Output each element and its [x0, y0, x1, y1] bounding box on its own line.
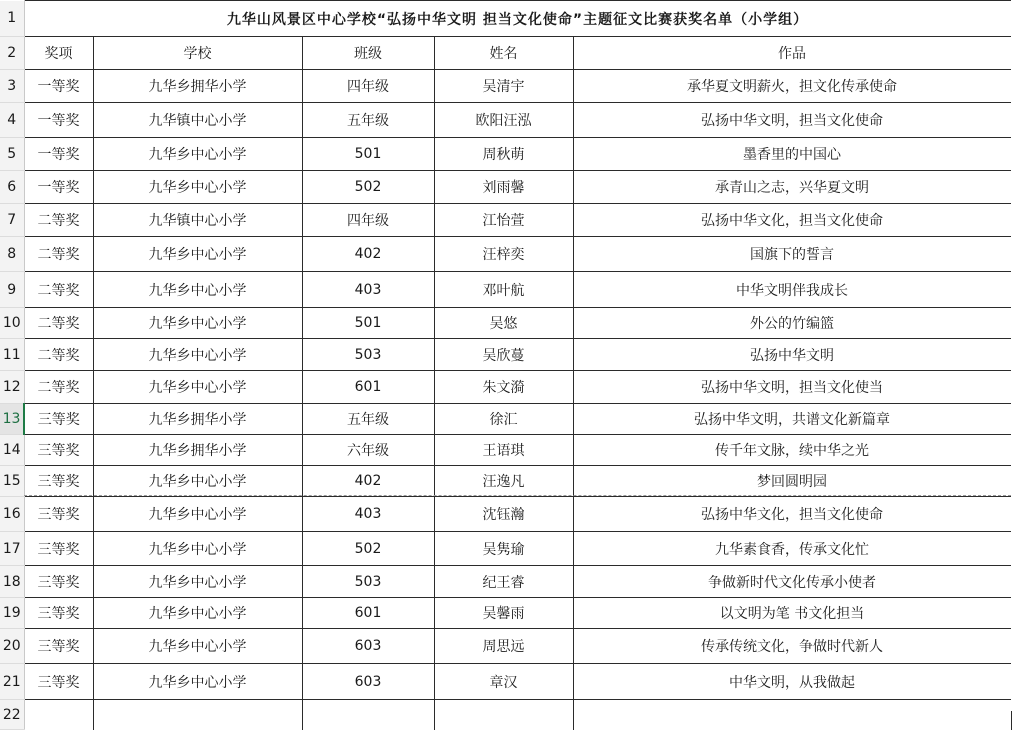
cell-grade[interactable]: 501	[302, 138, 434, 171]
cell-name[interactable]: 吴清宇	[434, 70, 573, 103]
table-row	[0, 371, 1011, 404]
table-row	[0, 629, 1011, 664]
cell-award[interactable]: 三等奖	[24, 466, 93, 497]
cell-award[interactable]: 三等奖	[24, 598, 93, 629]
table-row	[0, 237, 1011, 272]
cell-school[interactable]: 九华乡中心小学	[93, 272, 302, 308]
cell-work[interactable]: 国旗下的誓言	[573, 237, 1011, 272]
cell-school[interactable]: 九华乡中心小学	[93, 532, 302, 566]
empty-cell[interactable]	[434, 700, 573, 730]
row-header[interactable]: 11	[0, 339, 24, 371]
cell-work[interactable]: 外公的竹编篮	[573, 308, 1011, 339]
cell-name[interactable]: 纪王睿	[434, 566, 573, 598]
cell-school[interactable]: 九华乡中心小学	[93, 566, 302, 598]
cell-name[interactable]: 徐汇	[434, 404, 573, 435]
cell-award[interactable]: 三等奖	[24, 404, 93, 435]
cell-grade[interactable]: 六年级	[302, 435, 434, 466]
cell-grade[interactable]: 402	[302, 237, 434, 272]
cell-name[interactable]: 吴隽瑜	[434, 532, 573, 566]
cell-name[interactable]: 汪梓奕	[434, 237, 573, 272]
table-row-empty	[0, 700, 1011, 730]
row-header[interactable]: 5	[0, 138, 24, 171]
cell-name[interactable]: 朱文漪	[434, 371, 573, 404]
cell-name[interactable]: 吴悠	[434, 308, 573, 339]
page-break-line	[24, 495, 1011, 496]
cell-award[interactable]: 二等奖	[24, 272, 93, 308]
header-work[interactable]: 作品	[573, 37, 1011, 70]
row-header[interactable]: 6	[0, 171, 24, 204]
cell-grade[interactable]: 四年级	[302, 70, 434, 103]
table-row	[0, 466, 1011, 497]
cell-name[interactable]: 王语琪	[434, 435, 573, 466]
table-row	[0, 566, 1011, 598]
cell-name[interactable]: 邓叶航	[434, 272, 573, 308]
row-header[interactable]: 2	[0, 37, 24, 70]
cell-grade[interactable]: 五年级	[302, 404, 434, 435]
cell-school[interactable]: 九华乡中心小学	[93, 237, 302, 272]
empty-cell[interactable]	[302, 700, 434, 730]
cell-award[interactable]: 二等奖	[24, 204, 93, 237]
cell-work[interactable]: 弘扬中华文化，担当文化使命	[573, 204, 1011, 237]
header-school[interactable]: 学校	[93, 37, 302, 70]
cell-award[interactable]: 一等奖	[24, 103, 93, 138]
row-header[interactable]: 14	[0, 435, 24, 466]
cell-name[interactable]: 吴欣蔓	[434, 339, 573, 371]
cell-grade[interactable]: 601	[302, 598, 434, 629]
row-header[interactable]: 20	[0, 629, 24, 664]
cell-school[interactable]: 九华乡中心小学	[93, 371, 302, 404]
cell-grade[interactable]: 四年级	[302, 204, 434, 237]
row-header[interactable]: 22	[0, 700, 24, 730]
cell-school[interactable]: 九华乡中心小学	[93, 171, 302, 204]
cell-grade[interactable]: 503	[302, 339, 434, 371]
row-header[interactable]: 3	[0, 70, 24, 103]
right-gutter	[1011, 0, 1018, 711]
header-name[interactable]: 姓名	[434, 37, 573, 70]
cell-work[interactable]: 弘扬中华文明，共谱文化新篇章	[573, 404, 1011, 435]
cell-work[interactable]: 弘扬中华文明	[573, 339, 1011, 371]
cell-school[interactable]: 九华乡中心小学	[93, 308, 302, 339]
row-header[interactable]: 16	[0, 497, 24, 532]
table-row	[0, 664, 1011, 700]
cell-work[interactable]: 弘扬中华文明，担当文化使命	[573, 103, 1011, 138]
row-header[interactable]: 7	[0, 204, 24, 237]
cell-grade[interactable]: 501	[302, 308, 434, 339]
cell-work[interactable]: 中华文明，从我做起	[573, 664, 1011, 700]
cell-school[interactable]: 九华乡拥华小学	[93, 70, 302, 103]
cell-grade[interactable]: 603	[302, 629, 434, 664]
cell-grade[interactable]: 402	[302, 466, 434, 497]
cell-name[interactable]: 汪逸凡	[434, 466, 573, 497]
row-header[interactable]: 18	[0, 566, 24, 598]
row-header[interactable]: 15	[0, 466, 24, 497]
cell-work[interactable]: 弘扬中华文明，担当文化使当	[573, 371, 1011, 404]
cell-award[interactable]: 三等奖	[24, 435, 93, 466]
cell-name[interactable]: 沈钰瀚	[434, 497, 573, 532]
table-row	[0, 497, 1011, 532]
table-row	[0, 138, 1011, 171]
cell-school[interactable]: 九华乡中心小学	[93, 664, 302, 700]
header-award[interactable]: 奖项	[24, 37, 93, 70]
row-header[interactable]: 13	[0, 404, 24, 435]
cell-award[interactable]: 三等奖	[24, 497, 93, 532]
cell-school[interactable]: 九华乡中心小学	[93, 138, 302, 171]
cell-work[interactable]: 争做新时代文化传承小使者	[573, 566, 1011, 598]
sheet-title[interactable]: 九华山风景区中心学校“弘扬中华文明 担当文化使命”主题征文比赛获奖名单（小学组）	[24, 1, 1011, 37]
table-row	[0, 70, 1011, 103]
cell-grade[interactable]: 502	[302, 171, 434, 204]
cell-award[interactable]: 一等奖	[24, 171, 93, 204]
cell-work[interactable]: 承华夏文明薪火，担文化传承使命	[573, 70, 1011, 103]
cell-work[interactable]: 弘扬中华文化，担当文化使命	[573, 497, 1011, 532]
row-header[interactable]: 21	[0, 664, 24, 700]
cell-award[interactable]: 三等奖	[24, 566, 93, 598]
row-header[interactable]: 19	[0, 598, 24, 629]
cell-work[interactable]: 传承传统文化，争做时代新人	[573, 629, 1011, 664]
cell-name[interactable]: 江怡萱	[434, 204, 573, 237]
row-header[interactable]: 1	[0, 1, 24, 37]
cell-award[interactable]: 二等奖	[24, 371, 93, 404]
row-header[interactable]: 9	[0, 272, 24, 308]
cell-grade[interactable]: 603	[302, 664, 434, 700]
cell-grade[interactable]: 403	[302, 497, 434, 532]
row-header[interactable]: 12	[0, 371, 24, 404]
cell-award[interactable]: 二等奖	[24, 339, 93, 371]
cell-school[interactable]: 九华镇中心小学	[93, 103, 302, 138]
table-row	[0, 272, 1011, 308]
table-row	[0, 598, 1011, 629]
cell-award[interactable]: 三等奖	[24, 629, 93, 664]
table-row	[0, 404, 1011, 435]
row-header[interactable]: 10	[0, 308, 24, 339]
cell-award[interactable]: 一等奖	[24, 70, 93, 103]
cell-name[interactable]: 周思远	[434, 629, 573, 664]
cell-award[interactable]: 三等奖	[24, 664, 93, 700]
table-row	[0, 435, 1011, 466]
empty-cell[interactable]	[24, 700, 93, 730]
cell-name[interactable]: 欧阳汪泓	[434, 103, 573, 138]
cell-school[interactable]: 九华乡拥华小学	[93, 404, 302, 435]
cell-work[interactable]: 中华文明伴我成长	[573, 272, 1011, 308]
cell-award[interactable]: 二等奖	[24, 237, 93, 272]
table-row	[0, 171, 1011, 204]
cell-name[interactable]: 吴馨雨	[434, 598, 573, 629]
row-header[interactable]: 8	[0, 237, 24, 272]
table-row	[0, 103, 1011, 138]
cell-school[interactable]: 九华乡中心小学	[93, 497, 302, 532]
table-row	[0, 339, 1011, 371]
cell-school[interactable]: 九华乡中心小学	[93, 598, 302, 629]
cell-school[interactable]: 九华乡中心小学	[93, 466, 302, 497]
empty-cell[interactable]	[573, 700, 1011, 730]
cell-grade[interactable]: 503	[302, 566, 434, 598]
cell-work[interactable]: 墨香里的中国心	[573, 138, 1011, 171]
cell-school[interactable]: 九华乡中心小学	[93, 339, 302, 371]
cell-work[interactable]: 承青山之志，兴华夏文明	[573, 171, 1011, 204]
row-header[interactable]: 4	[0, 103, 24, 138]
table-row	[0, 532, 1011, 566]
cell-work[interactable]: 梦回圆明园	[573, 466, 1011, 497]
cell-award[interactable]: 一等奖	[24, 138, 93, 171]
cell-work[interactable]: 传千年文脉，续中华之光	[573, 435, 1011, 466]
cell-award[interactable]: 三等奖	[24, 532, 93, 566]
cell-work[interactable]: 以文明为笔 书文化担当	[573, 598, 1011, 629]
cell-school[interactable]: 九华镇中心小学	[93, 204, 302, 237]
cell-grade[interactable]: 502	[302, 532, 434, 566]
cell-school[interactable]: 九华乡中心小学	[93, 629, 302, 664]
cell-grade[interactable]: 403	[302, 272, 434, 308]
header-row	[0, 37, 1011, 70]
cell-work[interactable]: 九华素食香，传承文化忙	[573, 532, 1011, 566]
cell-grade[interactable]: 五年级	[302, 103, 434, 138]
table-row	[0, 308, 1011, 339]
table-row	[0, 204, 1011, 237]
title-row	[0, 1, 1011, 37]
cell-grade[interactable]: 601	[302, 371, 434, 404]
empty-cell[interactable]	[93, 700, 302, 730]
cell-name[interactable]: 章汉	[434, 664, 573, 700]
cell-award[interactable]: 二等奖	[24, 308, 93, 339]
row-header[interactable]: 17	[0, 532, 24, 566]
cell-school[interactable]: 九华乡拥华小学	[93, 435, 302, 466]
cell-name[interactable]: 周秋萌	[434, 138, 573, 171]
cell-name[interactable]: 刘雨馨	[434, 171, 573, 204]
header-grade[interactable]: 班级	[302, 37, 434, 70]
